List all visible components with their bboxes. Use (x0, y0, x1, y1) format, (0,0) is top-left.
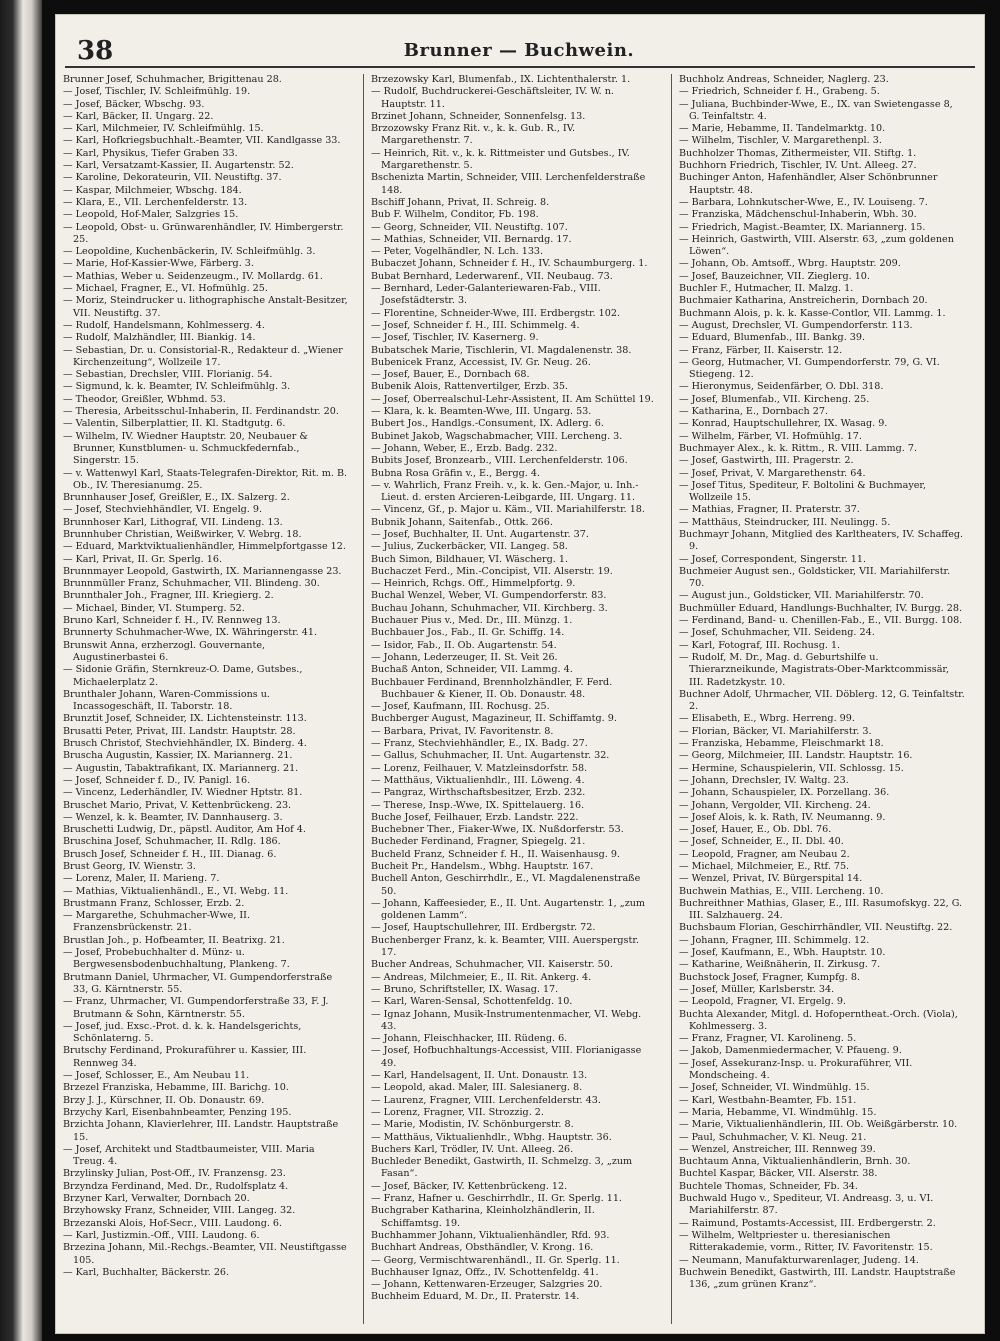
directory-entry: — Franziska, Hebamme, Fleischmarkt 18. (679, 738, 884, 750)
directory-entry: — Josef, Probebuchhalter d. Münz- u. Bergwesensbodenbuchhaltung, Plankeng. 7. (63, 947, 290, 971)
directory-entry: Bruno Karl, Schneider f. H., IV. Rennweg 13. (63, 615, 281, 627)
directory-entry: — Karl, Westbahn-Beamter, Fb. 151. (679, 1094, 857, 1106)
directory-entry: — Josef, Correspondent, Singerstr. 11. (679, 553, 867, 565)
directory-entry: Brunswit Anna, erzherzogl. Gouvernante, Augustinerbastei 6. (63, 639, 266, 663)
directory-entry: — Johann, Vergolder, VII. Kircheng. 24. (679, 799, 871, 811)
directory-entry: Buchheim Eduard, M. Dr., II. Praterstr. 14. (371, 1291, 580, 1303)
directory-entry: — Michael, Fragner, E., VI. Hofmühlg. 25. (63, 283, 268, 295)
directory-entry: — Heinrich, Gastwirth, VIII. Alserstr. 63, „zum goldenen Löwen“. (679, 233, 954, 258)
directory-entry: — Mathias, Fragner, II. Praterstr. 37. (679, 504, 860, 516)
directory-entry: — Josef, Blumenfab., VII. Kircheng. 25. (679, 393, 870, 405)
directory-entry: — Josef, Bauer, E., Dornbach 68. (371, 369, 530, 381)
directory-entry: Buchauer Pius v., Med. Dr., III. Münzg. 1. (371, 615, 573, 627)
directory-entry: — Mathias, Viktualienhändl., E., VI. Webg. 11. (63, 885, 289, 897)
directory-entry: — Lorenz, Feilhauer, V. Matzleinsdorfstr. 58. (371, 762, 588, 774)
directory-entry: — Johann, Kettenwaren-Erzeuger, Salzgries 20. (371, 1279, 603, 1291)
directory-entry: — Josef, Bäcker, Wbschg. 93. (63, 98, 205, 110)
header-rule (65, 66, 975, 68)
directory-entry: — Sidonie Gräfin, Sternkreuz-O. Dame, Gutsbes., Michaelerplatz 2. (63, 664, 303, 688)
directory-entry: Buchhauser Ignaz, Offz., IV. Schottenfeldg. 41. (371, 1266, 599, 1278)
directory-entry: — Friedrich, Schneider f. H., Grabeng. 5. (679, 86, 880, 98)
directory-entry: Brzinet Johann, Schneider, Sonnenfelsg. 13. (371, 110, 586, 122)
directory-entry: Buchreithner Mathias, Glaser, E., III. Rasumofskyg. 22, G. III. Salzhauerg. 24. (679, 897, 963, 922)
directory-entry: Brunnhauser Josef, Greißler, E., IX. Salzerg. 2. (63, 492, 290, 504)
directory-entry: — Raimund, Postamts-Accessist, III. Erdbergerstr. 2. (679, 1217, 936, 1229)
directory-entry: — Josef, Schuhmacher, VII. Seideng. 24. (679, 627, 875, 639)
directory-entry: — Julius, Zuckerbäcker, VII. Langeg. 58. (371, 541, 568, 553)
directory-entry: Bubenik Alois, Rattenvertilger, Erzb. 35. (371, 381, 569, 393)
directory-entry: — Georg, Milchmeier, III. Landstr. Hauptstr. 16. (679, 750, 913, 762)
directory-entry: — Michael, Milchmeier, E., Rtf. 75. (679, 861, 850, 872)
directory-entry: — Josef, Hofbuchhaltungs-Accessist, VIII. Florianigasse 49. (371, 1045, 642, 1069)
directory-entry: — Johann, Kaffeesieder, E., II. Unt. Augartenstr. 1, „zum goldenen Lamm“. (371, 897, 646, 922)
directory-entry: Brunnmayer Leopold, Gastwirth, IX. Mariannengasse 23. (63, 565, 342, 577)
directory-entry: — Josef, Gastwirth, III. Pragerstr. 2. (679, 455, 854, 467)
directory-entry: — Josef, Hauer, E., Ob. Dbl. 76. (679, 824, 832, 836)
directory-entry: Brutmann Daniel, Uhrmacher, VI. Gumpendorferstraße 33, G. Kärntnerstr. 55. (63, 971, 333, 995)
directory-entry: Bucher Andreas, Schuhmacher, VII. Kaiserstr. 50. (371, 959, 613, 971)
directory-entry: — Leopold, akad. Maler, III. Salesianerg. 8. (371, 1082, 583, 1094)
directory-entry: — Marie, Modistin, IV. Schönburgerstr. 8. (371, 1119, 574, 1131)
directory-entry: — Leopold, Obst- u. Grünwarenhändler, IV. Himbergerstr. 25. (63, 221, 344, 245)
directory-entry: Brusatti Peter, Privat, III. Landstr. Hauptstr. 28. (63, 725, 296, 737)
directory-entry: Buchaß Anton, Schneider, VII. Lammg. 4. (371, 664, 573, 676)
directory-entry: — Ferdinand, Band- u. Chenillen-Fab., E., VII. Burgg. 108. (679, 615, 963, 627)
directory-entry: — Kaspar, Milchmeier, Wbschg. 184. (63, 184, 242, 196)
directory-entry: — Juliana, Buchbinder-Wwe, E., IX. van Swietengasse 8, G. Teinfaltstr. 4. (679, 98, 953, 122)
directory-entry: — Josef, Buchhalter, II. Unt. Augartenstr. 37. (371, 528, 589, 540)
directory-entry: — Franziska, Mädchenschul-Inhaberin, Wbh. 30. (679, 209, 917, 221)
directory-entry: Buchholzer Thomas, Zithermeister, VII. Stiftg. 1. (679, 147, 917, 159)
directory-entry: Brunnhoser Karl, Lithograf, VII. Lindeng. 13. (63, 516, 283, 528)
directory-entry: Bubenicek Franz, Accessist, IV. Gr. Neug. 26. (371, 356, 591, 368)
directory-entry: Buchbauer Ferdinand, Brennholzhändler, F. Ferd. Buchbauer & Kiener, II. Ob. Donaustr. 48. (371, 676, 613, 700)
directory-entry: — Josef, Bäcker, IV. Kettenbrückeng. 12. (371, 1180, 568, 1192)
directory-entry: — Josef, Kaufmann, E., Wbh. Hauptstr. 10. (679, 947, 886, 959)
directory-entry: — Mathias, Weber u. Seidenzeugm., IV. Mollardg. 61. (63, 270, 323, 282)
directory-entry: — Klara, k. k. Beamten-Wwe, III. Ungarg. 53. (371, 406, 592, 418)
directory-entry: — Katharina, E., Dornbach 27. (679, 406, 829, 418)
directory-entry: — Valentin, Silberplattier, II. Kl. Stadtgutg. 6. (63, 418, 286, 430)
directory-entry: — Theresia, Arbeitsschul-Inhaberin, II. Ferdinandstr. 20. (63, 406, 339, 418)
directory-entry: Buchmann Alois, p. k. k. Kasse-Contlor, VII. Lammg. 1. (679, 307, 946, 319)
directory-entry: — Johann, Drechsler, IV. Waltg. 23. (679, 774, 849, 786)
directory-entry: — Georg, Vermischtwarenhändl., II. Gr. Sperlg. 11. (371, 1254, 620, 1266)
directory-entry: — Josef, jud. Exsc.-Prot. d. k. k. Handelsgerichts, Schönlaterng. 5. (63, 1020, 302, 1045)
directory-entry: Buchtel Kaspar, Bäcker, VII. Alserstr. 38. (679, 1168, 878, 1180)
directory-entry: Buchgraber Katharina, Kleinholzhändlerin, II. Schiffamtsg. 19. (371, 1205, 595, 1229)
directory-entry: — Josef, Architekt und Stadtbaumeister, VIII. Maria Treug. 4. (63, 1143, 315, 1168)
directory-entry: Buche Josef, Feilhauer, Erzb. Landstr. 222. (371, 811, 579, 823)
directory-entry: — Franz, Uhrmacher, VI. Gumpendorferstraße 33, F. J. Brutmann & Sohn, Kärntnerstr. 55. (63, 996, 329, 1020)
directory-entry: — Lorenz, Maler, II. Marieng. 7. (63, 873, 220, 885)
directory-entry: — Franz, Stechviehhändler, E., IX. Badg. 27. (371, 738, 588, 750)
directory-entry: — Karl, Fotograf, III. Rochusg. 1. (679, 639, 841, 651)
directory-entry: Brusch Christof, Stechviehhändler, IX. Binderg. 4. (63, 738, 307, 750)
directory-entry: Brunnthaler Joh., Fragner, III. Kriegierg. 2. (63, 590, 274, 602)
directory-entry: Buchmayr Johann, Mitglied des Karltheaters, IV. Schaffeg. 9. (679, 528, 964, 553)
directory-entry: Buchhammer Johann, Viktualienhändler, Rfd. 93. (371, 1229, 610, 1241)
directory-entry: Buchner Adolf, Uhrmacher, VII. Döblerg. 12, G. Teinfaltstr. 2. (679, 688, 965, 713)
directory-entry: Bucheld Franz, Schneider f. H., II. Waisenhausg. 9. (371, 848, 621, 860)
directory-entry: — Josef, Bauzeichner, VII. Zieglerg. 10. (679, 270, 870, 282)
directory-entry: — Rudolf, Malzhändler, III. Biankig. 14. (63, 332, 256, 344)
directory-entry: — Heinrich, Rchgs. Off., Himmelpfortg. 9. (371, 578, 576, 590)
directory-entry: — Karl, Hofkriegsbuchhalt.-Beamter, VII. Kandlgasse 33. (63, 135, 341, 147)
directory-entry: — Franz, Fragner, VI. Karolineng. 5. (679, 1033, 857, 1045)
directory-entry: Brzichta Johann, Klavierlehrer, III. Landstr. Hauptstraße 15. (63, 1119, 339, 1143)
page-number: 38 (77, 36, 114, 66)
page-header (69, 34, 969, 68)
directory-entry: Buchwald Hugo v., Spediteur, VI. Andreasg. 3, u. VI. Mariahilferstr. 87. (679, 1193, 934, 1217)
directory-entry: — Isidor, Fab., II. Ob. Augartenstr. 54. (371, 639, 557, 651)
directory-entry: — Heinrich, Rit. v., k. k. Rittmeister und Gutsbes., IV. Margarethenstr. 5. (371, 147, 630, 172)
directory-entry: Buchau Johann, Schuhmacher, VII. Kirchberg. 3. (371, 602, 608, 614)
directory-entry: Buchwein Mathias, E., VIII. Lercheng. 10. (679, 885, 884, 897)
directory-entry: — Josef, Stechviehhändler, VI. Engelg. 9. (63, 504, 263, 516)
directory-entry: Brunthaler Johann, Waren-Commissions u. Incassogeschäft, II. Taborstr. 18. (63, 688, 270, 713)
directory-entry: — Matthäus, Steindrucker, III. Neulingg. 5. (679, 516, 891, 528)
directory-entry: — Josef, Müller, Karlsberstr. 34. (679, 983, 835, 995)
directory-entry: Bschenizta Martin, Schneider, VIII. Lerchenfelderstraße 148. (371, 172, 646, 196)
directory-entry: — Konrad, Hauptschullehrer, IX. Wasag. 9. (679, 418, 888, 430)
directory-entry: Brzozowsky Franz Rit. v., k. k. Gub. R., IV. Margarethenstr. 7. (371, 123, 576, 147)
directory-entry: Bruschetti Ludwig, Dr., päpstl. Auditor, Am Hof 4. (63, 824, 306, 836)
directory-entry: Buchenberger Franz, k. k. Beamter, VIII. Auerspergstr. 17. (371, 934, 639, 959)
directory-entry: Brust Georg, IV. Wienstr. 3. (63, 861, 196, 872)
directory-entry: — Theodor, Greißler, Wbhmd. 53. (63, 393, 226, 405)
directory-entry: — Gallus, Schuhmacher, II. Unt. Augartenstr. 32. (371, 750, 610, 762)
directory-entry: Buchwein Benedikt, Gastwirth, III. Landstr. Hauptstraße 136, „zum grünen Kranz“. (679, 1266, 956, 1291)
directory-columns (63, 74, 977, 1324)
directory-entry: — Sigmund, k. k. Beamter, IV. Schleifmühlg. 3. (63, 381, 291, 393)
directory-entry: Buchleder Benedikt, Gastwirth, II. Schmelzg. 3, „zum Fasan“. (371, 1156, 633, 1180)
directory-entry: Bubaczet Johann, Schneider f. H., IV. Schaumburgerg. 1. (371, 258, 648, 270)
directory-entry: — v. Wattenwyl Karl, Staats-Telegrafen-Direktor, Rit. m. B. Ob., IV. Theresianumg. 25. (63, 467, 348, 491)
directory-entry: Brzylinsky Julian, Post-Off., IV. Franzensg. 23. (63, 1168, 286, 1180)
directory-entry: Buchaczet Ferd., Min.-Concipist, VII. Alserstr. 19. (371, 565, 613, 577)
directory-entry: Buchhart Andreas, Obsthändler, V. Krong. 16. (371, 1242, 594, 1254)
directory-entry: — Georg, Schneider, VII. Neustiftg. 107. (371, 221, 568, 233)
directory-column-3 (679, 74, 965, 1324)
directory-entry: — Johann, Weber, E., Erzb. Badg. 232. (371, 442, 558, 454)
directory-entry: Brusch Josef, Schneider f. H., III. Dianag. 6. (63, 848, 277, 860)
directory-entry: Buchmayer Alex., k. k. Rittm., R. VIII. Lammg. 7. (679, 442, 918, 454)
directory-entry: — Therese, Insp.-Wwe, IX. Spittelauerg. 16. (371, 799, 585, 811)
directory-entry: Brunnerty Schuhmacher-Wwe, IX. Währingerstr. 41. (63, 627, 317, 639)
directory-entry: — Barbara, Lohnkutscher-Wwe, E., IV. Louiseng. 7. (679, 196, 928, 208)
directory-entry: — Josef, Assekuranz-Insp. u. Prokuraführer, VII. Mondscheing. 4. (679, 1057, 913, 1082)
directory-entry: — Paul, Schuhmacher, V. Kl. Neug. 21. (679, 1131, 867, 1143)
directory-entry: Bubits Josef, Bronzearb., VIII. Lerchenfelderstr. 106. (371, 455, 628, 467)
directory-entry: Bubert Jos., Handlgs.-Consument, IX. Adlerg. 6. (371, 418, 604, 430)
directory-entry: — Karl, Buchhalter, Bäckerstr. 26. (63, 1266, 230, 1278)
directory-entry: — Karl, Milchmeier, IV. Schleifmühlg. 15. (63, 123, 264, 135)
directory-column-2 (371, 74, 657, 1324)
directory-entry: — Josef, Privat, V. Margarethenstr. 64. (679, 467, 866, 479)
directory-entry: — Elisabeth, E., Wbrg. Herreng. 99. (679, 713, 855, 725)
directory-entry: — Josef, Kaufmann, III. Rochusg. 25. (371, 701, 550, 713)
directory-entry: Buchinger Anton, Hafenhändler, Alser Schönbrunner Hauptstr. 48. (679, 172, 938, 196)
directory-entry: Brzy J. J., Kürschner, II. Ob. Donaustr. 69. (63, 1094, 265, 1106)
directory-entry: — August jun., Goldsticker, VII. Mariahilferstr. 70. (679, 590, 924, 602)
directory-entry: Brunnmüller Franz, Schuhmacher, VII. Blindeng. 30. (63, 578, 320, 590)
directory-entry: Brzychy Karl, Eisenbahnbeamter, Penzing 195. (63, 1106, 292, 1118)
directory-entry: — Josef, Schneider f. D., IV. Panigl. 16. (63, 774, 251, 786)
directory-entry: — Florian, Bäcker, VI. Mariahilferstr. 3. (679, 725, 872, 737)
directory-entry: — Rudolf, Handelsmann, Kohlmesserg. 4. (63, 319, 265, 331)
directory-entry: — Marie, Hebamme, II. Tandelmarktg. 10. (679, 123, 886, 135)
directory-entry: Bruschet Mario, Privat, V. Kettenbrückeng. 23. (63, 799, 292, 811)
directory-entry: Brzezanski Alois, Hof-Secr., VIII. Laudong. 6. (63, 1217, 283, 1229)
directory-entry: — Lorenz, Fragner, VII. Strozzig. 2. (371, 1106, 544, 1118)
directory-entry: — Pangraz, Wirthschaftsbesitzer, Erzb. 232. (371, 787, 586, 799)
directory-entry: — Neumann, Manufakturwarenlager, Judeng. 14. (679, 1254, 919, 1266)
directory-entry: Brzyndza Ferdinand, Med. Dr., Rudolfsplatz 4. (63, 1180, 289, 1192)
directory-entry: — Karl, Privat, II. Gr. Sperlg. 16. (63, 553, 223, 565)
directory-entry: — Karl, Waren-Sensal, Schottenfeldg. 10. (371, 996, 573, 1008)
directory-entry: Buchebner Ther., Fiaker-Wwe, IX. Nußdorferstr. 53. (371, 824, 624, 836)
directory-entry: — Klara, E., VII. Lerchenfelderstr. 13. (63, 196, 248, 208)
directory-entry: — Josef, Oberrealschul-Lehr-Assistent, II. Am Schüttel 19. (371, 393, 654, 405)
directory-entry: Bubat Bernhard, Lederwarenf., VII. Neubaug. 73. (371, 270, 613, 282)
directory-entry: — Rudolf, M. Dr., Mag. d. Geburtshilfe u. Thierarzneikunde, Magistrats-Ober-Marktcommissär, III. Radetzkystr. 10. (679, 651, 950, 688)
directory-entry: Buchtele Thomas, Schneider, Fb. 34. (679, 1180, 858, 1192)
directory-entry: — Karl, Versatzamt-Kassier, II. Augartenstr. 52. (63, 160, 294, 172)
directory-entry: — Michael, Binder, VI. Stumperg. 52. (63, 602, 245, 614)
directory-entry: — Karl, Justizmin.-Off., VIII. Laudong. 6. (63, 1229, 260, 1241)
directory-entry: Bruscha Augustin, Kassier, IX. Mariannerg. 21. (63, 750, 293, 762)
directory-entry: Buchbauer Jos., Fab., II. Gr. Schiffg. 14. (371, 627, 565, 639)
directory-entry: Buch Simon, Bildhauer, VI. Wäscherg. 1. (371, 553, 569, 565)
directory-entry: Bruschina Josef, Schuhmacher, II. Rdlg. 186. (63, 836, 281, 848)
directory-entry: Bucheit Pr., Handelsm., Wbhg. Hauptstr. 167. (371, 861, 594, 872)
directory-entry: — Franz, Färber, II. Kaiserstr. 12. (679, 344, 843, 356)
directory-entry: Brunztit Josef, Schneider, IX. Lichtensteinstr. 113. (63, 713, 307, 725)
directory-entry: Bub F. Wilhelm, Conditor, Fb. 198. (371, 209, 539, 221)
directory-entry: — Barbara, Privat, IV. Favoritenstr. 8. (371, 725, 554, 737)
directory-entry: — Karl, Handelsagent, II. Unt. Donaustr. 13. (371, 1070, 588, 1082)
book-page (55, 14, 985, 1334)
directory-entry: — Leopoldine, Kuchenbäckerin, IV. Schleifmühlg. 3. (63, 246, 316, 258)
directory-entry: — Ignaz Johann, Musik-Instrumentenmacher, VI. Webg. 43. (371, 1008, 642, 1032)
directory-entry: Buchal Wenzel, Weber, VI. Gumpendorferstr. 83. (371, 590, 607, 602)
directory-entry: — Wilhelm, IV. Wiedner Hauptstr. 20, Neubauer & Brunner, Kunstblumen- u. Schmuckfedernfab., Singerstr. 15. (63, 430, 308, 467)
directory-entry: Buchmüller Eduard, Handlungs-Buchhalter, IV. Burgg. 28. (679, 602, 963, 614)
directory-entry: — August, Drechsler, VI. Gumpendorferstr. 113. (679, 319, 913, 331)
directory-entry: — Friedrich, Magist.-Beamter, IX. Mariannerg. 15. (679, 221, 926, 233)
directory-entry: — Wenzel, Privat, IV. Bürgerspital 14. (679, 873, 863, 885)
directory-entry: — Augustin, Tabaktrafikant, IX. Mariannerg. 21. (63, 762, 299, 774)
directory-entry: — Wilhelm, Weltpriester u. theresianischen Ritterakademie, vorm., Ritter, IV. Favoritenstr. 15. (679, 1229, 933, 1254)
directory-entry: — Johann, Schauspieler, IX. Porzellang. 36. (679, 787, 890, 799)
directory-entry: Brzyhowsky Franz, Schneider, VIII. Langeg. 32. (63, 1205, 296, 1217)
directory-entry: — Wilhelm, Färber, VI. Hofmühlg. 17. (679, 430, 862, 442)
directory-entry: — Johann, Lederzeuger, II. St. Veit 26. (371, 651, 558, 663)
directory-entry: — Vincenz, Lederhändler, IV. Wiedner Hptstr. 81. (63, 787, 303, 799)
directory-entry: — Wenzel, k. k. Beamter, IV. Dannhauserg. 3. (63, 811, 283, 823)
directory-entry: — Marie, Hof-Kassier-Wwe, Färberg. 3. (63, 258, 254, 270)
directory-entry: — Vincenz, Gf., p. Major u. Käm., VII. Mariahilferstr. 18. (371, 504, 645, 516)
directory-entry: — Josef, Schneider f. H., III. Schimmelg. 4. (371, 319, 580, 331)
directory-entry: — Josef, Tischler, IV. Schleifmühlg. 19. (63, 86, 251, 98)
directory-entry: — Johann, Ob. Amtsoff., Wbrg. Hauptstr. 209. (679, 258, 901, 270)
directory-entry: — Leopold, Fragner, am Neubau 2. (679, 848, 850, 860)
directory-entry: — Johann, Fleischhacker, III. Rüdeng. 6. (371, 1033, 568, 1045)
directory-entry: — Katharine, Weißnäherin, II. Zirkusg. 7. (679, 959, 881, 971)
directory-entry: — v. Wahrlich, Franz Freih. v., k. k. Gen.-Major, u. Inh.-Lieut. d. ersten Arcieren-Leibgarde, III. Ungarg. 11. (371, 479, 639, 504)
directory-entry: — Leopold, Fragner, VI. Ergelg. 9. (679, 996, 846, 1008)
directory-entry: Bubnik Johann, Saitenfab., Ottk. 266. (371, 516, 553, 528)
directory-entry: — Marie, Viktualienhändlerin, III. Ob. Weißgärberstr. 10. (679, 1119, 958, 1131)
directory-entry: — Karl, Bäcker, II. Ungarg. 22. (63, 110, 214, 122)
directory-entry: — Jakob, Damenmiedermacher, V. Pfaueng. 9. (679, 1045, 902, 1057)
directory-column-1 (63, 74, 349, 1324)
directory-entry: — Sebastian, Drechsler, VIII. Florianig. 54. (63, 369, 273, 381)
directory-entry: Buchmaier Katharina, Anstreicherin, Dornbach 20. (679, 295, 928, 307)
directory-entry: — Hieronymus, Seidenfärber, O. Dbl. 318. (679, 381, 884, 393)
directory-entry: — Moriz, Steindrucker u. lithographische Anstalt-Besitzer, VII. Neustiftg. 37. (63, 295, 348, 319)
directory-entry: — Andreas, Milchmeier, E., II. Rit. Ankerg. 4. (371, 971, 592, 983)
directory-entry: — Sebastian, Dr. u. Consistorial-R., Redakteur d. „Wiener Kirchenzeitung“, Wollzeile 17. (63, 344, 343, 368)
directory-entry: Brzezowsky Karl, Blumenfab., IX. Lichtenthalerstr. 1. (371, 74, 631, 85)
directory-entry: Buchtaum Anna, Viktualienhändlerin, Brnh. 30. (679, 1156, 911, 1168)
directory-entry: Buchta Alexander, Mitgl. d. Hofoperntheat.-Orch. (Viola), Kohlmesserg. 3. (679, 1008, 958, 1032)
directory-entry: Brunner Josef, Schuhmacher, Brigittenau 28. (63, 74, 282, 85)
directory-entry: — Karl, Physikus, Tiefer Graben 33. (63, 147, 238, 159)
directory-entry: — Karoline, Dekorateurin, VII. Neustiftg. 37. (63, 172, 282, 184)
directory-entry: — Hermine, Schauspielerin, VII. Schlossg. 15. (679, 762, 904, 774)
directory-entry: — Maria, Hebamme, VI. Windmühlg. 15. (679, 1106, 877, 1118)
directory-entry: Buchstock Josef, Fragner, Kumpfg. 8. (679, 971, 861, 983)
directory-entry: — Matthäus, Viktualienhdlr., Wbhg. Hauptstr. 36. (371, 1131, 612, 1143)
directory-entry: Buchsbaum Florian, Geschirrhändler, VII. Neustiftg. 22. (679, 922, 953, 934)
book-binding (0, 0, 42, 1341)
directory-entry: Brunnhuber Christian, Weißwirker, V. Webrg. 18. (63, 528, 302, 540)
directory-entry: — Eduard, Blumenfab., III. Bankg. 39. (679, 332, 866, 344)
directory-entry: Bschiff Johann, Privat, II. Schreig. 8. (371, 196, 550, 208)
directory-entry: Bucheder Ferdinand, Fragner, Spiegelg. 21. (371, 836, 586, 848)
directory-entry: — Josef, Schlosser, E., Am Neubau 11. (63, 1070, 250, 1082)
directory-entry: Brzezina Johann, Mil.-Rechgs.-Beamter, VII. Neustiftgasse 105. (63, 1242, 347, 1266)
directory-entry: — Johann, Fragner, III. Schimmelg. 12. (679, 934, 870, 946)
directory-entry: — Laurenz, Fragner, VIII. Lerchenfelderstr. 43. (371, 1094, 601, 1106)
directory-entry: — Bruno, Schriftsteller, IX. Wasag. 17. (371, 983, 559, 995)
directory-entry: — Josef, Hauptschullehrer, III. Erdbergstr. 72. (371, 922, 596, 934)
directory-entry: — Matthäus, Viktualienhdlr., III. Löweng. 4. (371, 774, 585, 786)
directory-entry: — Wilhelm, Tischler, V. Margarethenpl. 3. (679, 135, 882, 147)
directory-entry: — Mathias, Schneider, VII. Bernardg. 17. (371, 233, 572, 245)
directory-entry: Brutschy Ferdinand, Prokuraführer u. Kassier, III. Rennweg 34. (63, 1045, 307, 1069)
directory-entry: Brzyner Karl, Verwalter, Dornbach 20. (63, 1193, 250, 1205)
directory-entry: — Josef, Schneider, E., II. Dbl. 40. (679, 836, 844, 848)
directory-entry: Brustlan Joh., p. Hofbeamter, II. Beatrixg. 21. (63, 934, 285, 946)
directory-entry: Brustmann Franz, Schlosser, Erzb. 2. (63, 897, 245, 909)
directory-entry: — Leopold, Hof-Maler, Salzgries 15. (63, 209, 239, 221)
directory-entry: Buchhorn Friedrich, Tischler, IV. Unt. Alleeg. 27. (679, 160, 917, 172)
directory-entry: — Margarethe, Schuhmacher-Wwe, II. Franzensbrückenstr. 21. (63, 910, 251, 934)
directory-entry: — Rudolf, Buchdruckerei-Geschäftsleiter, IV. W. n. Hauptstr. 11. (371, 86, 614, 110)
directory-entry: — Josef, Tischler, IV. Kasernerg. 9. (371, 332, 539, 344)
directory-entry: Buchholz Andreas, Schneider, Naglerg. 23. (679, 74, 889, 85)
directory-entry: — Eduard, Marktviktualienhändler, Himmelpfortgasse 12. (63, 541, 346, 553)
directory-entry: Buchers Karl, Trödler, IV. Unt. Alleeg. 26. (371, 1143, 574, 1155)
directory-entry: — Josef, Schneider, VI. Windmühlg. 15. (679, 1082, 870, 1094)
running-head: Brunner — Buchwein. (403, 40, 635, 61)
directory-entry: — Franz, Hafner u. Geschirrhdlr., II. Gr. Sperlg. 11. (371, 1193, 622, 1205)
directory-entry: Bubinet Jakob, Wagschabmacher, VIII. Lercheng. 3. (371, 430, 623, 442)
directory-entry: — Georg, Hutmacher, VI. Gumpendorferstr. 79, G. VI. Stiegeng. 12. (679, 356, 940, 381)
directory-entry: Buchler F., Hutmacher, II. Malzg. 1. (679, 283, 854, 295)
directory-entry: — Peter, Vogelhändler, N. Lch. 133. (371, 246, 544, 258)
directory-entry: Brzezel Franziska, Hebamme, III. Barichg. 10. (63, 1082, 289, 1094)
directory-entry: — Josef Titus, Spediteur, F. Boltolini & Buchmayer, Wollzeile 15. (679, 479, 927, 504)
directory-entry: — Florentine, Schneider-Wwe, III. Erdbergstr. 102. (371, 307, 621, 319)
directory-entry: — Wenzel, Anstreicher, III. Rennweg 39. (679, 1143, 876, 1155)
directory-entry: Bubatschek Marie, Tischlerin, VI. Magdalenenstr. 38. (371, 344, 632, 356)
directory-entry: Buchmeier August sen., Goldsticker, VII. Mariahilferstr. 70. (679, 565, 951, 590)
directory-entry: Bubna Rosa Gräfin v., E., Bergg. 4. (371, 467, 541, 479)
directory-entry: Buchell Anton, Geschirrhdlr., E., VI. Magdalenenstraße 50. (371, 873, 641, 897)
directory-entry: Buchberger August, Magazineur, II. Schiffamtg. 9. (371, 713, 617, 725)
directory-entry: — Bernhard, Leder-Galanteriewaren-Fab., VIII. Josefstädterstr. 3. (371, 283, 601, 307)
directory-entry: — Josef Alois, k. k. Rath, IV. Neumanng. 9. (679, 811, 886, 823)
